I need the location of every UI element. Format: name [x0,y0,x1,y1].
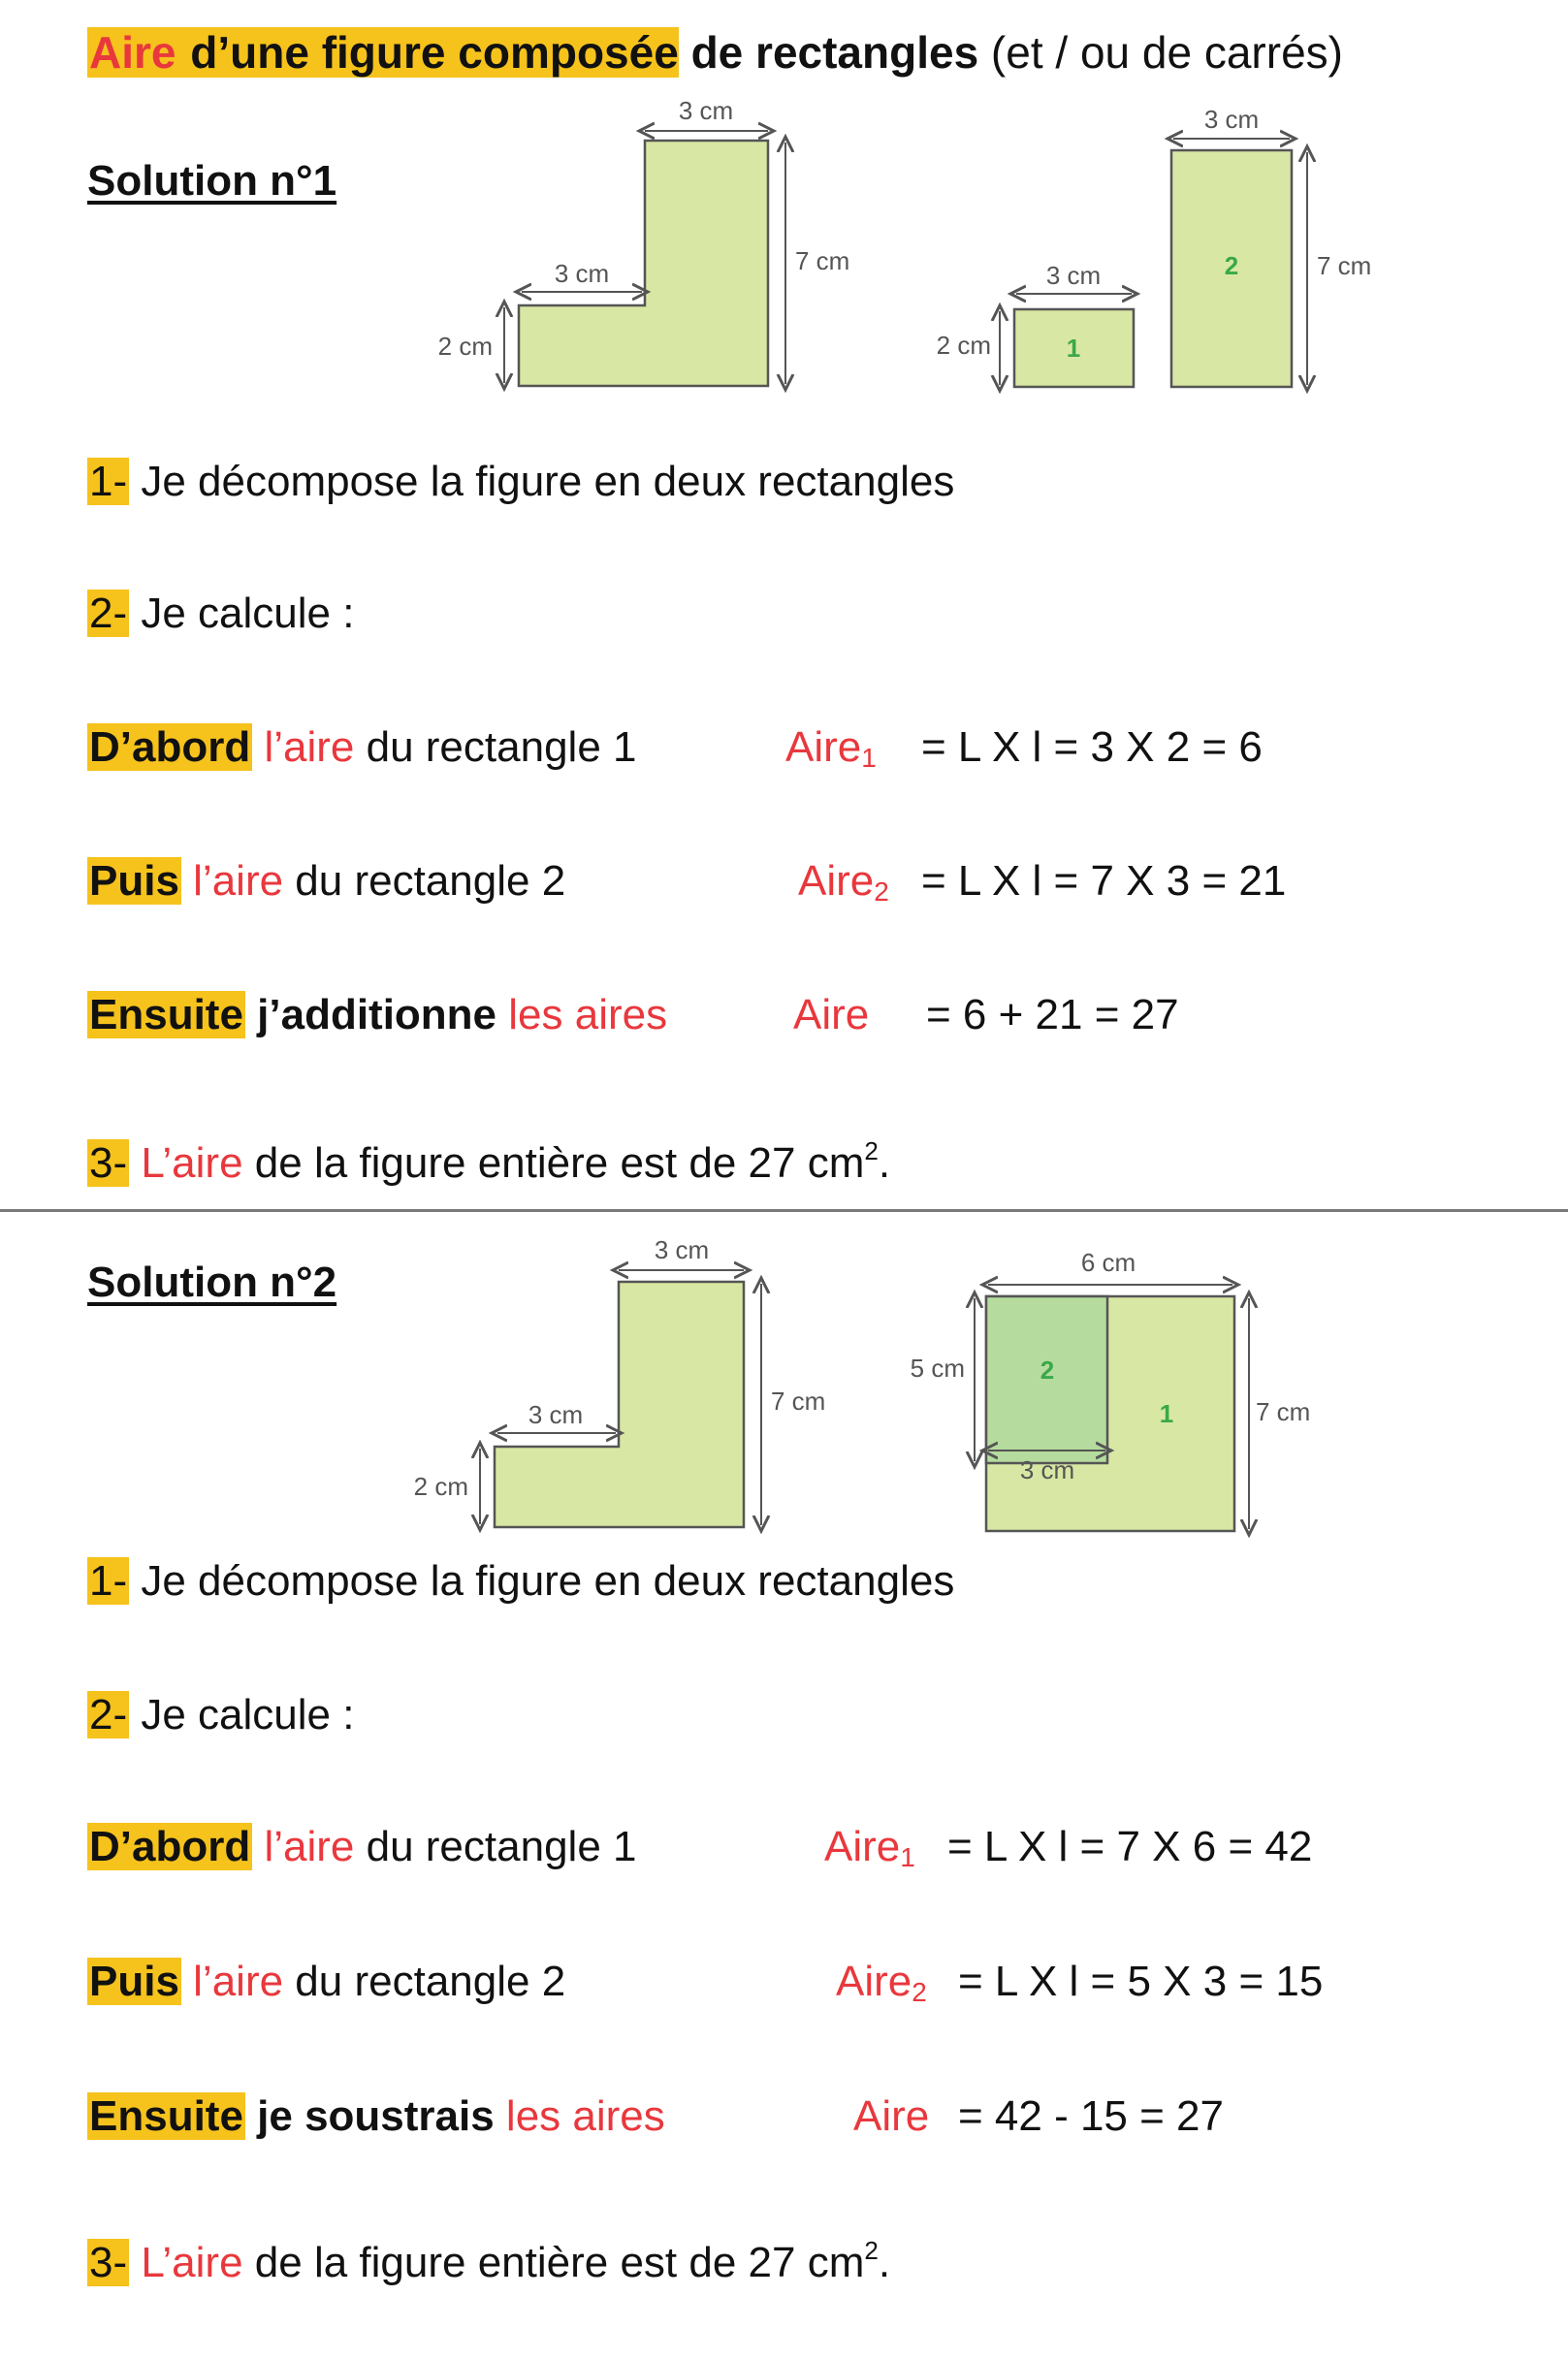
solution1-heading: Solution n°1 [87,157,337,205]
red-text: les aires [496,991,668,1038]
step-text: de la figure entière est de 27 cm [242,2239,865,2286]
aire-label: Aire [785,723,862,771]
step-text: Je calcule : [129,1691,355,1738]
line-text: du rectangle 2 [283,857,566,905]
rectangle-1-number: 1 [1159,1399,1174,1428]
solution2-formula-c: Aire [853,2092,930,2140]
label-top-width: 3 cm [654,1235,710,1264]
aire-label: Aire [836,1958,912,2005]
rectangle-2-height: 7 cm [1317,251,1372,280]
inner-width: 3 cm [1019,1455,1075,1484]
step-text: Je décompose la figure en deux rectangles [129,1557,955,1605]
label-total-height: 7 cm [795,246,850,275]
step-number: 2- [89,1691,128,1738]
solution1-line-puis [87,855,565,908]
aire-subscript: 1 [861,743,877,773]
solution2-subtraction-figure [882,1231,1309,1542]
solution1-calc-b: = L X l = 7 X 3 = 21 [921,857,1287,905]
line-text: du rectangle 1 [354,723,637,771]
label-total-height: 7 cm [771,1387,826,1416]
solution1-formula-a [785,721,877,784]
label-foot-width: 3 cm [554,259,610,288]
solution2-formula-a [824,1821,915,1884]
aire-subscript: 2 [912,1977,927,2007]
keyword: D’abord [89,1823,251,1870]
superscript: 2 [864,2236,879,2265]
solution2-line-dabord [87,1821,636,1873]
solution1-step3 [87,1125,890,1190]
red-text: l’aire [180,857,284,905]
solution2-step2 [87,1689,354,1741]
label-foot-width: 3 cm [528,1400,584,1429]
section-divider [0,1209,1568,1212]
big-width: 6 cm [1080,1248,1136,1277]
big-height: 7 cm [1256,1397,1311,1426]
keyword: D’abord [89,723,251,771]
keyword: Puis [89,1958,179,2005]
step-text: Je calcule : [129,590,355,637]
line-text: du rectangle 1 [354,1823,637,1870]
aire-subscript: 2 [874,877,889,907]
inner-height: 5 cm [910,1354,965,1383]
step-text: de la figure entière est de 27 cm [242,1139,865,1187]
step-number: 1- [89,1557,128,1605]
keyword: Puis [89,857,179,905]
solution1-calc-a: = L X l = 3 X 2 = 6 [921,723,1263,771]
rectangle-1-width: 3 cm [1045,261,1102,290]
keyword: Ensuite [89,991,243,1038]
solution1-step2 [87,588,354,640]
solution2-l-shape-figure [383,1231,826,1532]
red-text: l’aire [252,723,355,771]
solution1-l-shape-figure [407,92,850,393]
page-title [87,25,1343,80]
solution1-formula-c: Aire [793,991,870,1038]
solution2-calc-b: = L X l = 5 X 3 = 15 [958,1958,1324,2005]
solution2-line-puis [87,1956,565,2008]
solution2-step1 [87,1555,954,1608]
rectangle-2-number: 2 [1224,251,1239,280]
line-text: du rectangle 2 [283,1958,566,2005]
label-foot-height: 2 cm [413,1472,468,1501]
period: . [878,2239,891,2286]
period: . [878,1139,891,1187]
aire-label: Aire [798,857,875,905]
label-top-width: 3 cm [678,96,734,125]
label-foot-height: 2 cm [437,332,493,361]
step-text: Je décompose la figure en deux rectangles [129,458,955,505]
solution2-formula-b [836,1956,927,2019]
solution1-calc-c: = 6 + 21 = 27 [926,991,1179,1038]
red-text: L’aire [129,2239,243,2286]
red-text: l’aire [180,1958,284,2005]
step-number: 3- [89,2239,128,2286]
superscript: 2 [864,1136,879,1165]
solution2-calc-c: = 42 - 15 = 27 [958,2092,1224,2140]
aire-label: Aire [824,1823,901,1870]
step-number: 3- [89,1139,128,1187]
solution1-decomposed-figure [912,92,1396,402]
red-text: L’aire [129,1139,243,1187]
rectangle-1-number: 1 [1066,334,1081,363]
solution2-calc-a: = L X l = 7 X 6 = 42 [947,1823,1313,1870]
red-text: l’aire [252,1823,355,1870]
aire-subscript: 1 [900,1842,915,1872]
red-text: les aires [494,2092,665,2140]
title-highlight: d’une figure composée [177,27,679,78]
title-parenthesis: (et / ou de carrés) [978,27,1343,78]
title-aire: Aire [89,27,176,78]
solution1-line-ensuite [87,989,667,1041]
step-number: 2- [89,590,128,637]
bold-text: j’additionne [244,991,497,1038]
step-number: 1- [89,458,128,505]
rectangle-2-number: 2 [1040,1355,1055,1385]
solution2-line-ensuite [87,2090,665,2143]
keyword: Ensuite [89,2092,243,2140]
title-bold: de rectangles [678,27,979,78]
solution1-formula-b [798,855,889,918]
rectangle-1-height: 2 cm [936,331,991,360]
solution1-line-dabord [87,721,636,774]
rectangle-2-width: 3 cm [1203,105,1260,134]
bold-text: je soustrais [244,2092,495,2140]
solution1-step1 [87,456,954,508]
solution2-step3 [87,2224,890,2289]
solution2-heading: Solution n°2 [87,1259,337,1306]
